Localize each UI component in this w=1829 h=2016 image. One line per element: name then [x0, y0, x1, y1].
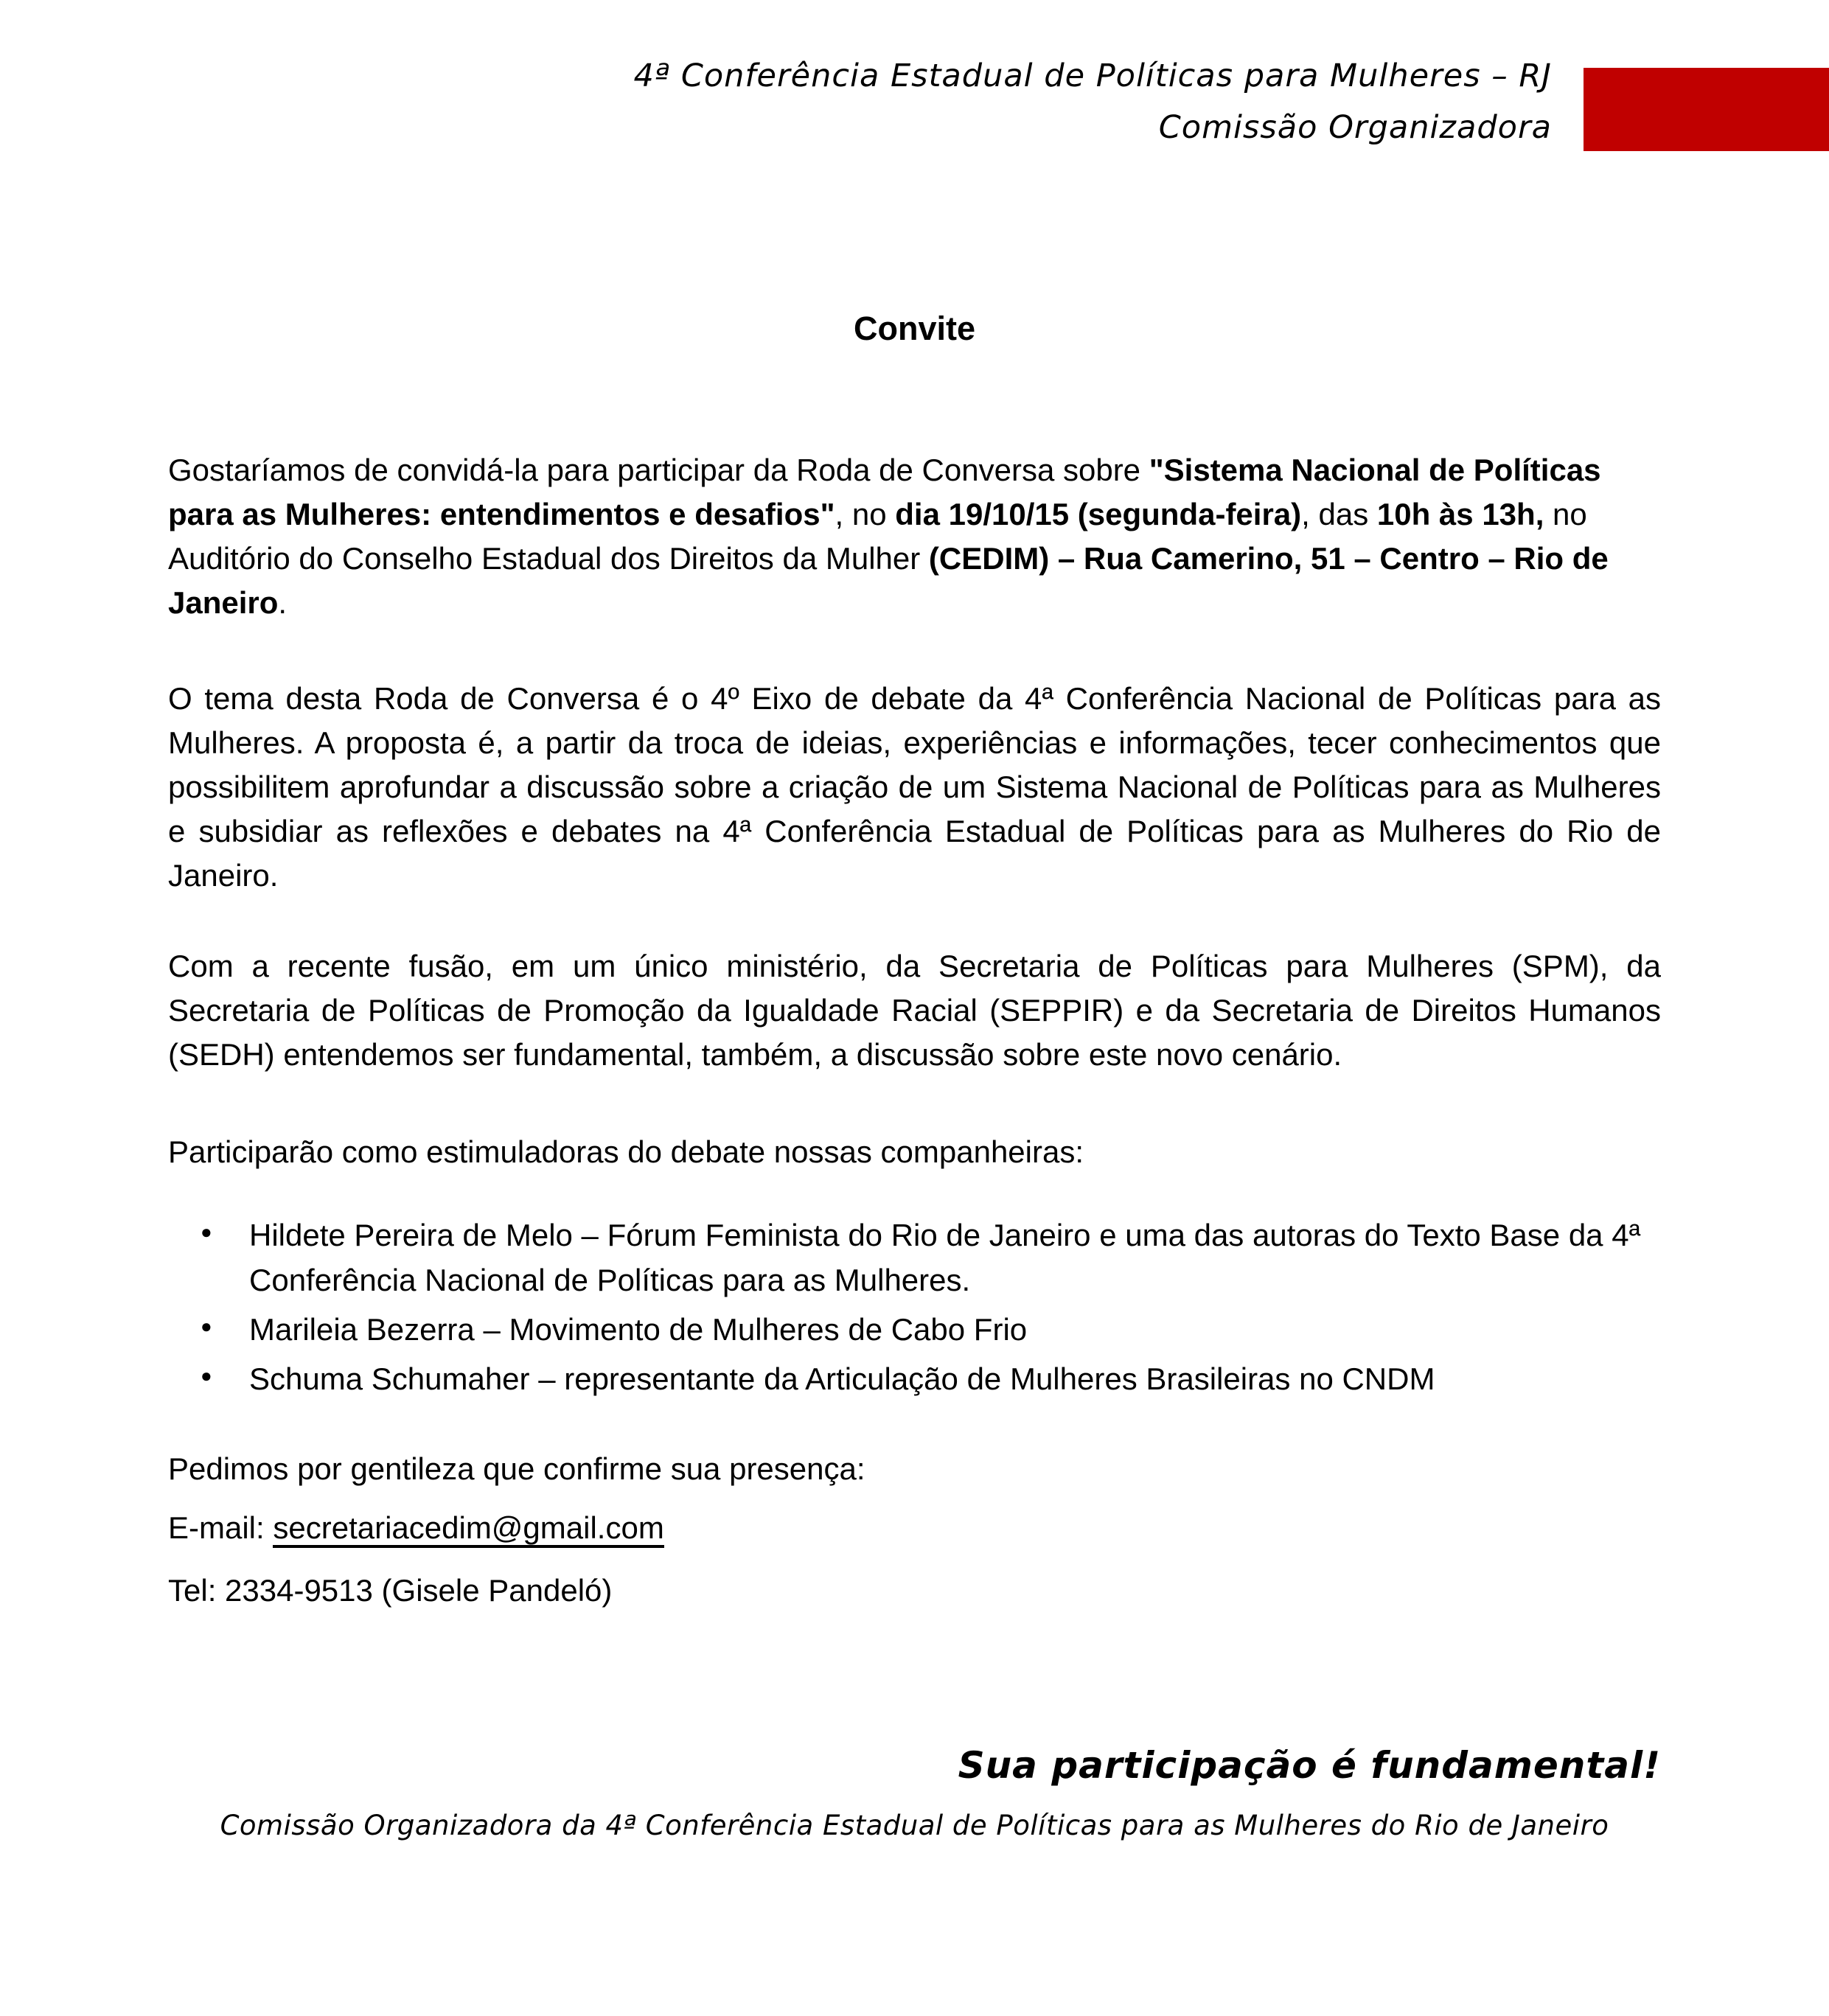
page-title: Convite — [853, 310, 975, 347]
text-segment: , das — [1301, 497, 1377, 531]
text-segment-bold: (CEDIM) – Rua Camerino, 51 – Centro – Rio de Janeiro — [168, 541, 1609, 620]
paragraph-invitation — [168, 448, 1661, 625]
text-segment: Gostaríamos de convidá-la para participar da Roda de Conversa sobre — [168, 453, 1149, 487]
text-segment-bold: "Sistema Nacional de Políticas para as Mulheres: entendimentos e desafios" — [168, 453, 1601, 531]
header-line-2: Comissão Organizadora — [1158, 109, 1552, 146]
header-line-1: 4ª Conferência Estadual de Políticas para Mulheres – RJ — [633, 57, 1552, 94]
confirm-presence-text: Pedimos por gentileza que confirme sua presença: — [168, 1451, 865, 1486]
text-segment-bold: 10h às 13h, — [1376, 497, 1544, 531]
list-item-speaker-3: ● Schuma Schumaher – representante da Articulação de Mulheres Brasileiras no CNDM — [168, 1356, 1661, 1401]
email-label: E-mail: — [168, 1510, 274, 1545]
signature-line: Comissão Organizadora da 4ª Conferência Estadual de Políticas para as Mulheres do Rio de Janeiro — [220, 1810, 1609, 1841]
email-link[interactable]: secretariacedim@gmail.com — [273, 1510, 663, 1548]
text-segment: no Auditório do Conselho Estadual dos Direitos da Mulher — [168, 497, 1587, 576]
paragraph-theme: O tema desta Roda de Conversa é o 4º Eixo de debate da 4ª Conferência Nacional de Políticas para as Mulheres. A proposta é, a partir da troca de ideias, experiências e informações, tecer conhecimentos que possibilitem aprofundar a discussão sobre a criação de um Sistema Nacional de Políticas para as Mulheres e subsidiar as reflexões e debates na 4ª Conferência Estadual de Políticas para as Mulheres do Rio de Janeiro. — [168, 681, 1661, 893]
text-segment-bold: dia 19/10/15 (segunda-feira) — [895, 497, 1302, 531]
text-segment: . — [278, 585, 288, 620]
document-header — [634, 50, 1552, 153]
phone-line: Tel: 2334-9513 (Gisele Pandeló) — [168, 1573, 613, 1608]
text-segment: , no — [835, 497, 896, 531]
email-line — [168, 1506, 1661, 1550]
closing-slogan: Sua participação é fundamental! — [958, 1744, 1661, 1787]
paragraph-participants-intro: Participarão como estimuladoras do debate nossas companheiras: — [168, 1134, 1084, 1169]
list-item-speaker-2: ● Marileia Bezerra – Movimento de Mulheres de Cabo Frio — [168, 1307, 1661, 1352]
list-item-speaker-1: ● Hildete Pereira de Melo – Fórum Feminista do Rio de Janeiro e uma das autoras do Texto Base da 4ª Conferência Nacional de Políticas para as Mulheres. — [168, 1213, 1661, 1302]
speakers-list — [168, 1213, 1661, 1406]
paragraph-merger: Com a recente fusão, em um único ministério, da Secretaria de Políticas para Mulheres (SPM), da Secretaria de Políticas de Promoção da Igualdade Racial (SEPPIR) e da Secretaria de Direitos Humanos (SEDH) entendemos ser fundamental, também, a discussão sobre este novo cenário. — [168, 949, 1661, 1072]
red-accent-block — [1584, 68, 1829, 151]
